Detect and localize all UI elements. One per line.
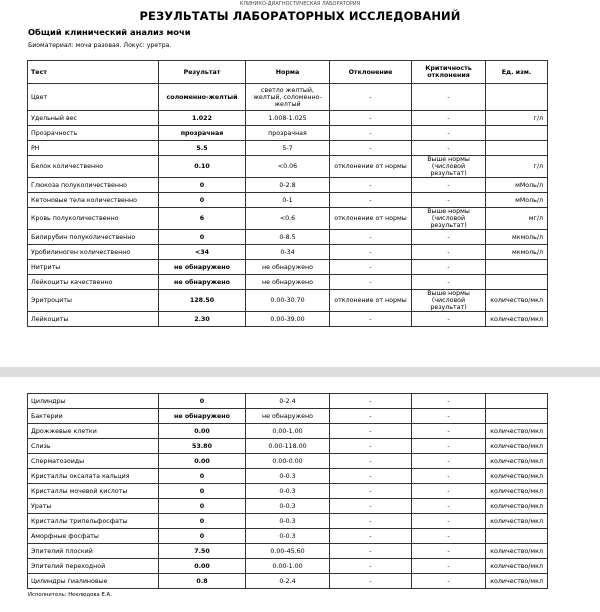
cell-norm: 0.00-1.00 xyxy=(246,559,330,574)
cell-deviation: - xyxy=(330,424,412,439)
cell-result: 53.80 xyxy=(159,439,246,454)
table-row xyxy=(28,156,548,178)
cell-criticality: - xyxy=(412,409,486,424)
cell-result: 0.00 xyxy=(159,424,246,439)
cell-norm: 0-0.3 xyxy=(246,499,330,514)
cell-deviation: - xyxy=(330,275,412,290)
biomaterial-line: Биоматериал: моча разовая. Локус: уретра. xyxy=(28,42,172,49)
cell-criticality: - xyxy=(412,529,486,544)
cell-norm: светло желтый, желтый, соломенно-желтый xyxy=(246,84,330,111)
table-row xyxy=(28,245,548,260)
results-table-page-1 xyxy=(27,60,548,327)
cell-test: Прозрачность xyxy=(28,126,159,141)
cell-criticality: - xyxy=(412,394,486,409)
cell-criticality: - xyxy=(412,454,486,469)
cell-deviation: - xyxy=(330,312,412,327)
cell-result: 5.5 xyxy=(159,141,246,156)
cell-criticality: - xyxy=(412,424,486,439)
cell-criticality: Выше нормы (числовой результат) xyxy=(412,208,486,230)
cell-result: 0.8 xyxy=(159,574,246,589)
cell-norm: 0-0.3 xyxy=(246,514,330,529)
cell-norm: не обнаружено xyxy=(246,275,330,290)
cell-norm: 0-1 xyxy=(246,193,330,208)
table-row xyxy=(28,230,548,245)
cell-result: не обнаружено xyxy=(159,275,246,290)
cell-result: не обнаружено xyxy=(159,260,246,275)
cell-unit: мкмоль/л xyxy=(486,245,548,260)
col-header-norm: Норма xyxy=(246,61,330,84)
cell-criticality: - xyxy=(412,559,486,574)
cell-result: <34 xyxy=(159,245,246,260)
cell-unit: количество/мкл xyxy=(486,439,548,454)
cell-deviation: - xyxy=(330,484,412,499)
table-row xyxy=(28,141,548,156)
cell-norm: 0.00-118.00 xyxy=(246,439,330,454)
cell-norm: 5-7 xyxy=(246,141,330,156)
cell-deviation: - xyxy=(330,111,412,126)
col-header-result: Результат xyxy=(159,61,246,84)
cell-test: Кристаллы мочевой кислоты xyxy=(28,484,159,499)
cell-criticality: - xyxy=(412,245,486,260)
cell-test: PH xyxy=(28,141,159,156)
cell-unit xyxy=(486,84,548,111)
cell-result: соломенно-желтый xyxy=(159,84,246,111)
cell-test: Слизь xyxy=(28,439,159,454)
cell-result: 6 xyxy=(159,208,246,230)
results-table-page-2 xyxy=(27,393,548,589)
table-row xyxy=(28,424,548,439)
cell-unit: количество/мкл xyxy=(486,544,548,559)
table-row xyxy=(28,574,548,589)
cell-result: 1.022 xyxy=(159,111,246,126)
cell-test: Нитриты xyxy=(28,260,159,275)
cell-criticality: - xyxy=(412,312,486,327)
cell-result: 0 xyxy=(159,230,246,245)
table-row xyxy=(28,275,548,290)
cell-test: Лейкоциты xyxy=(28,312,159,327)
table-row xyxy=(28,499,548,514)
cell-result: 7.50 xyxy=(159,544,246,559)
cell-test: Кровь полуколичественно xyxy=(28,208,159,230)
cell-criticality: - xyxy=(412,126,486,141)
cell-criticality: - xyxy=(412,260,486,275)
cell-norm: 0-0.3 xyxy=(246,469,330,484)
cell-deviation: - xyxy=(330,394,412,409)
cell-test: Сперматозоиды xyxy=(28,454,159,469)
cell-unit xyxy=(486,260,548,275)
cell-deviation: - xyxy=(330,84,412,111)
report-page-2 xyxy=(0,377,600,612)
cell-norm: 0-2.8 xyxy=(246,178,330,193)
executor-signature: Исполнитель: Неклюдова Е.А. xyxy=(28,592,112,598)
cell-criticality: - xyxy=(412,484,486,499)
cell-test: Лейкоциты качественно xyxy=(28,275,159,290)
cell-deviation: - xyxy=(330,126,412,141)
table-header-row xyxy=(28,61,548,84)
cell-deviation: - xyxy=(330,439,412,454)
cell-unit: мМоль/л xyxy=(486,178,548,193)
cell-criticality: - xyxy=(412,439,486,454)
cell-unit: количество/мкл xyxy=(486,484,548,499)
cell-deviation: - xyxy=(330,574,412,589)
cell-result: 128.50 xyxy=(159,290,246,312)
cell-unit xyxy=(486,275,548,290)
table-row xyxy=(28,126,548,141)
cell-unit: количество/мкл xyxy=(486,559,548,574)
table-row xyxy=(28,312,548,327)
cell-deviation: отклонение от нормы xyxy=(330,208,412,230)
cell-deviation: - xyxy=(330,454,412,469)
cell-result: 0 xyxy=(159,394,246,409)
col-header-deviation: Отклонение xyxy=(330,61,412,84)
cell-result: 0 xyxy=(159,469,246,484)
table-row xyxy=(28,394,548,409)
cell-unit xyxy=(486,141,548,156)
table-row xyxy=(28,529,548,544)
cell-unit: количество/мкл xyxy=(486,514,548,529)
cell-test: Удельный вес xyxy=(28,111,159,126)
cell-deviation: - xyxy=(330,529,412,544)
table-row xyxy=(28,84,548,111)
cell-deviation: - xyxy=(330,141,412,156)
cell-test: Билирубин полуколичественно xyxy=(28,230,159,245)
cell-test: Цилиндры xyxy=(28,394,159,409)
cell-test: Уробилиноген количественно xyxy=(28,245,159,260)
analysis-subtitle: Общий клинический анализ мочи xyxy=(28,27,191,37)
cell-deviation: - xyxy=(330,260,412,275)
cell-unit: количество/мкл xyxy=(486,499,548,514)
cell-deviation: - xyxy=(330,559,412,574)
cell-result: 0 xyxy=(159,529,246,544)
cell-test: Кетоновые тела количественно xyxy=(28,193,159,208)
cell-criticality: - xyxy=(412,84,486,111)
cell-criticality: - xyxy=(412,544,486,559)
table-row xyxy=(28,454,548,469)
cell-deviation: - xyxy=(330,544,412,559)
cell-criticality: - xyxy=(412,141,486,156)
cell-result: 0 xyxy=(159,484,246,499)
table-row xyxy=(28,111,548,126)
cell-criticality: Выше нормы (числовой результат) xyxy=(412,290,486,312)
cell-test: Эпителий плоский xyxy=(28,544,159,559)
cell-criticality: - xyxy=(412,230,486,245)
table-row xyxy=(28,208,548,230)
cell-unit xyxy=(486,394,548,409)
cell-result: 0 xyxy=(159,499,246,514)
report-title: РЕЗУЛЬТАТЫ ЛАБОРАТОРНЫХ ИССЛЕДОВАНИЙ xyxy=(139,9,461,23)
cell-criticality: - xyxy=(412,193,486,208)
cell-deviation: - xyxy=(330,178,412,193)
cell-result: 0.00 xyxy=(159,454,246,469)
cell-test: Кристаллы трипельфосфаты xyxy=(28,514,159,529)
cell-test: Эпителий переходной xyxy=(28,559,159,574)
cell-test: Цвет xyxy=(28,84,159,111)
cell-norm: 0-8.5 xyxy=(246,230,330,245)
table-row xyxy=(28,559,548,574)
cell-test: Бактерии xyxy=(28,409,159,424)
cell-norm: 0.00-0.00 xyxy=(246,454,330,469)
cell-result: 0.10 xyxy=(159,156,246,178)
cell-unit: количество/мкл xyxy=(486,312,548,327)
cell-deviation: - xyxy=(330,514,412,529)
table-row xyxy=(28,469,548,484)
cell-unit: количество/мкл xyxy=(486,454,548,469)
cell-test: Цилиндры гиалиновые xyxy=(28,574,159,589)
cell-deviation: отклонение от нормы xyxy=(330,290,412,312)
cell-norm: 0.00-45.60 xyxy=(246,544,330,559)
col-header-criticality: Критичность отклонения xyxy=(412,61,486,84)
cell-result: прозрачная xyxy=(159,126,246,141)
cell-test: Белок количественно xyxy=(28,156,159,178)
cell-norm: 0-2.4 xyxy=(246,394,330,409)
cell-test: Глюкоза полуколичественно xyxy=(28,178,159,193)
cell-unit: количество/мкл xyxy=(486,469,548,484)
table-row xyxy=(28,514,548,529)
cell-norm: 0-34 xyxy=(246,245,330,260)
table-row xyxy=(28,484,548,499)
cell-result: не обнаружено xyxy=(159,409,246,424)
cell-result: 0 xyxy=(159,193,246,208)
table-row xyxy=(28,544,548,559)
table-row xyxy=(28,260,548,275)
cell-unit xyxy=(486,409,548,424)
cell-test: Аморфные фосфаты xyxy=(28,529,159,544)
cell-deviation: - xyxy=(330,499,412,514)
cell-criticality: - xyxy=(412,111,486,126)
cell-unit: г/л xyxy=(486,111,548,126)
cell-deviation: - xyxy=(330,409,412,424)
cell-result: 0 xyxy=(159,514,246,529)
page-break xyxy=(0,367,600,377)
cell-deviation: - xyxy=(330,469,412,484)
cell-norm: <0.6 xyxy=(246,208,330,230)
col-header-test: Тест xyxy=(28,61,159,84)
lab-name: КЛИНИКО-ДИАГНОСТИЧЕСКАЯ ЛАБОРАТОРИЯ xyxy=(239,1,361,7)
cell-unit: количество/мкл xyxy=(486,574,548,589)
cell-unit: количество/мкл xyxy=(486,424,548,439)
cell-result: 0.00 xyxy=(159,559,246,574)
cell-criticality: - xyxy=(412,499,486,514)
cell-norm: 1.008-1.025 xyxy=(246,111,330,126)
cell-test: Дрожжевые клетки xyxy=(28,424,159,439)
cell-test: Кристаллы оксалата кальция xyxy=(28,469,159,484)
table-row xyxy=(28,409,548,424)
cell-unit: мг/л xyxy=(486,208,548,230)
cell-criticality: - xyxy=(412,574,486,589)
cell-deviation: - xyxy=(330,230,412,245)
cell-result: 0 xyxy=(159,178,246,193)
cell-criticality: - xyxy=(412,275,486,290)
cell-criticality: - xyxy=(412,469,486,484)
cell-unit: мкмоль/л xyxy=(486,230,548,245)
cell-deviation: отклонение от нормы xyxy=(330,156,412,178)
cell-unit xyxy=(486,529,548,544)
cell-unit: количество/мкл xyxy=(486,290,548,312)
cell-test: Эритроциты xyxy=(28,290,159,312)
table-row xyxy=(28,290,548,312)
cell-test: Ураты xyxy=(28,499,159,514)
cell-norm: 0-0.3 xyxy=(246,529,330,544)
cell-criticality: Выше нормы (числовой результат) xyxy=(412,156,486,178)
cell-unit: г/л xyxy=(486,156,548,178)
col-header-unit: Ед. изм. xyxy=(486,61,548,84)
cell-norm: 0.00-1.00 xyxy=(246,424,330,439)
table-row xyxy=(28,178,548,193)
cell-norm: 0-2.4 xyxy=(246,574,330,589)
cell-norm: <0.06 xyxy=(246,156,330,178)
cell-criticality: - xyxy=(412,178,486,193)
table-row xyxy=(28,193,548,208)
cell-unit xyxy=(486,126,548,141)
cell-norm: 0.00-39.00 xyxy=(246,312,330,327)
cell-norm: не обнаружено xyxy=(246,409,330,424)
cell-result: 2.30 xyxy=(159,312,246,327)
cell-deviation: - xyxy=(330,193,412,208)
cell-unit: мМоль/л xyxy=(486,193,548,208)
table-row xyxy=(28,439,548,454)
cell-norm: 0-0.3 xyxy=(246,484,330,499)
cell-norm: 0.00-30.70 xyxy=(246,290,330,312)
cell-norm: прозрачная xyxy=(246,126,330,141)
cell-criticality: - xyxy=(412,514,486,529)
cell-norm: не обнаружено xyxy=(246,260,330,275)
cell-deviation: - xyxy=(330,245,412,260)
